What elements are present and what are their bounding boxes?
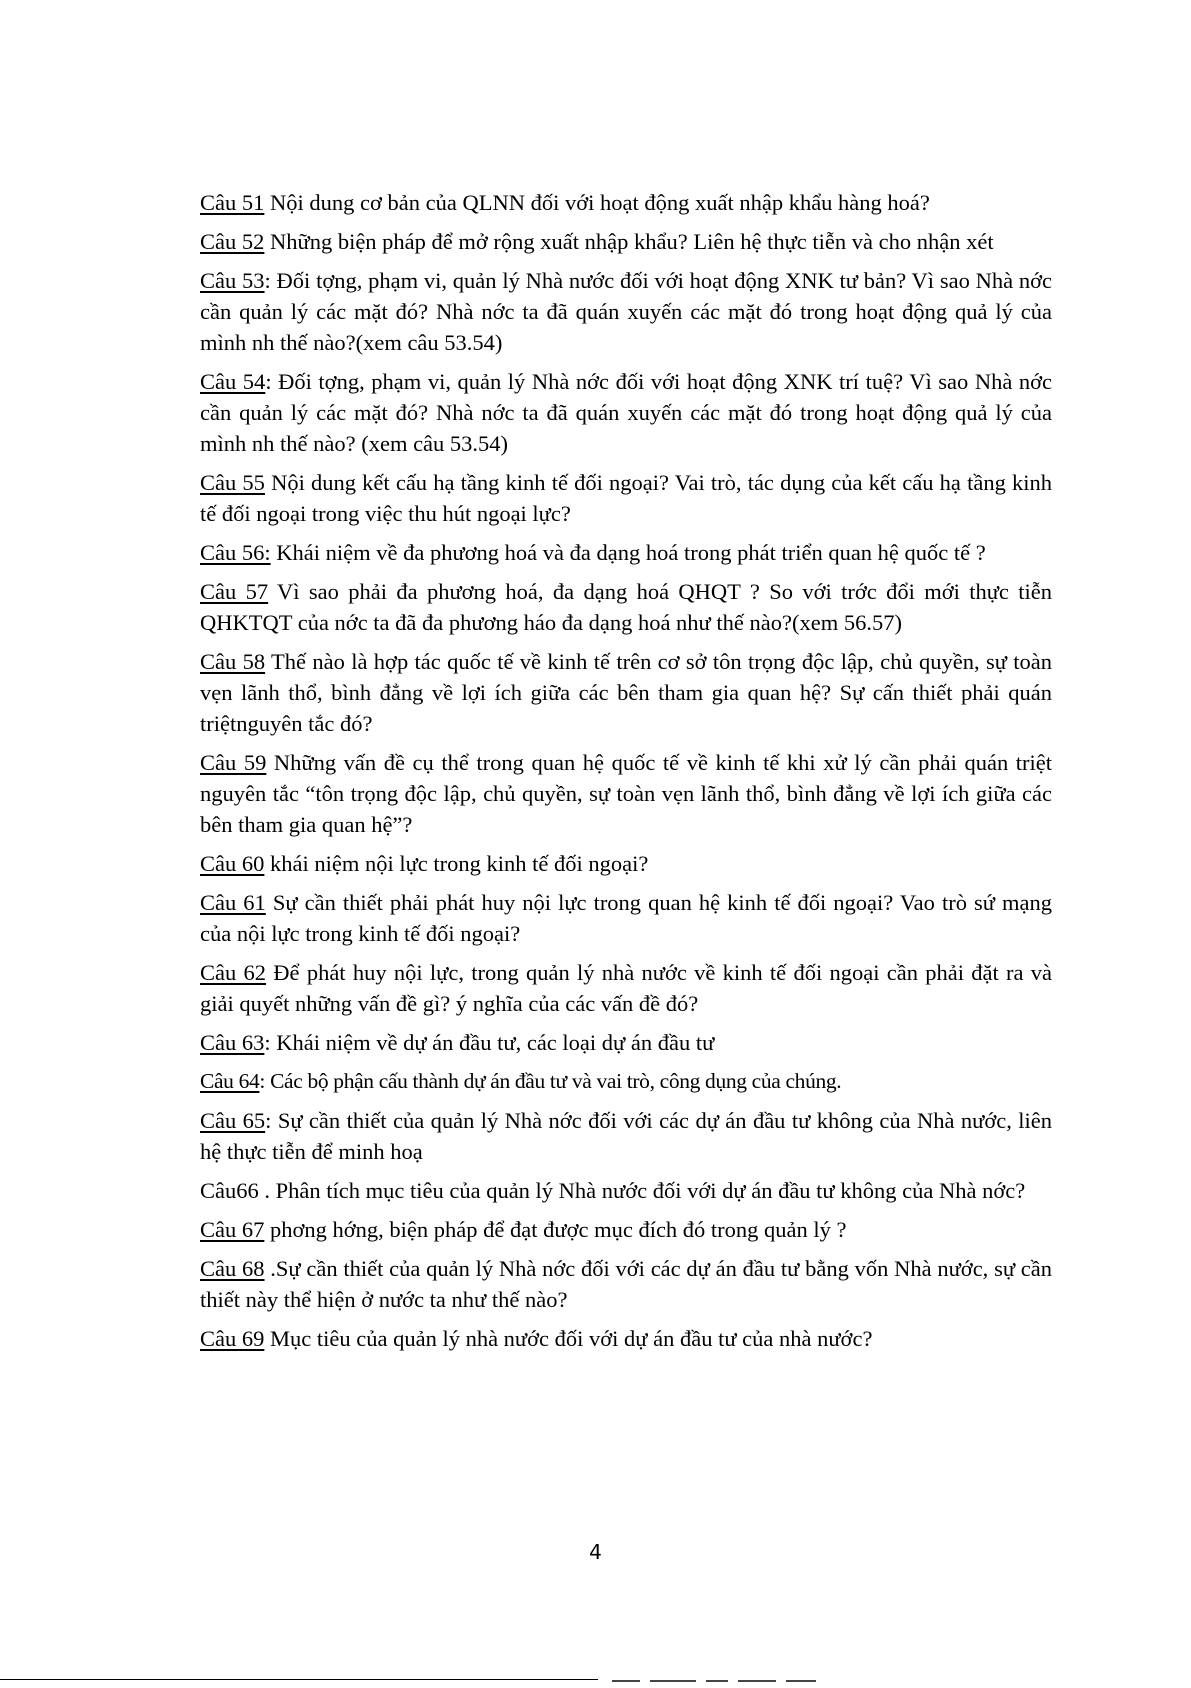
question-label: Câu 59 xyxy=(200,750,267,775)
question-label: Câu 52 xyxy=(200,229,265,254)
question-label: Câu66 xyxy=(200,1178,259,1203)
question-text: Sự cần thiết phải phát huy nội lực trong quan hệ kinh tế đối ngoại? Vao trò sứ mạng của nội lực trong kinh tế đối ngoại? xyxy=(200,890,1052,946)
question-text: .Sự cần thiết của quản lý Nhà nớc đối với các dự án đầu tư bằng vốn Nhà nước, sự cần thiết này thể hiện ở nước ta như thế nào? xyxy=(200,1256,1053,1312)
question-64 xyxy=(200,1066,1052,1097)
question-text: phơng hớng, biện pháp để đạt được mục đích đó trong quản lý ? xyxy=(264,1217,847,1242)
question-text: : Đối tợng, phạm vi, quản lý Nhà nước đối với hoạt động XNK tư bản? Vì sao Nhà nớc cần quản lý các mặt đó? Nhà nớc ta đã quán xuyến các mặt đó trong hoạt động quả lý của mình nh thế nào?(xem câu 53.54) xyxy=(200,268,1053,355)
footer-divider xyxy=(0,1679,598,1680)
question-52 xyxy=(200,226,1052,257)
question-59 xyxy=(200,747,1052,840)
question-text: : Đối tợng, phạm vi, quản lý Nhà nớc đối với hoạt động XNK trí tuệ? Vì sao Nhà nớc cần quản lý các mặt đó? Nhà nớc ta đã quán xuyến các mặt đó trong hoạt động quả lý của mình nh thế nào? (xem câu 53.54) xyxy=(200,369,1052,456)
question-text: Vì sao phải đa phương hoá, đa dạng hoá QHQT ? So với trớc đổi mới thực tiễn QHKTQT của nớc ta đã đa phương háo đa dạng hoá như thế nào?(xem 56.57) xyxy=(200,579,1052,635)
question-text: Thế nào là hợp tác quốc tế về kinh tế trên cơ sở tôn trọng độc lập, chủ quyền, sự toàn vẹn lãnh thổ, bình đẳng về lợi ích giữa các bên tham gia quan hệ? Sự cấn thiết phải quán triệtnguyên tắc đó? xyxy=(200,649,1052,736)
question-text: Nội dung kết cấu hạ tầng kinh tế đối ngoại? Vai trò, tác dụng của kết cấu hạ tầng kinh tế đối ngoại trong việc thu hút ngoại lực? xyxy=(200,470,1052,526)
question-text: : Các bộ phận cấu thành dự án đầu tư và vai trò, công dụng của chúng. xyxy=(259,1069,842,1093)
question-label: Câu 60 xyxy=(200,851,265,876)
question-63 xyxy=(200,1027,1052,1058)
question-57 xyxy=(200,576,1052,638)
question-label: Câu 62 xyxy=(200,960,267,985)
question-label: Câu 56: xyxy=(200,540,271,565)
question-label: Câu 57 xyxy=(200,579,269,604)
footer-cut-off-text xyxy=(612,1676,852,1688)
question-label: Câu 61 xyxy=(200,890,266,915)
question-55 xyxy=(200,467,1052,529)
question-list xyxy=(200,187,1052,1362)
question-66 xyxy=(200,1175,1052,1206)
question-61 xyxy=(200,887,1052,949)
question-51 xyxy=(200,187,1052,218)
question-text: Những vấn đề cụ thể trong quan hệ quốc tế về kinh tế khi xử lý cần phải quán triệt nguyên tắc “tôn trọng độc lập, chủ quyền, sự toàn vẹn lãnh thổ, bình đẳng về lợi ích giữa các bên tham gia quan hệ”? xyxy=(200,750,1053,837)
question-label: Câu 51 xyxy=(200,190,265,215)
question-56 xyxy=(200,537,1052,568)
question-label: Câu 64 xyxy=(200,1069,260,1093)
question-text: . Phân tích mục tiêu của quản lý Nhà nước đối với dự án đầu tư không của Nhà nớc? xyxy=(258,1178,1026,1203)
question-label: Câu 69 xyxy=(200,1326,265,1351)
question-text: Những biện pháp để mở rộng xuất nhập khẩu? Liên hệ thực tiễn và cho nhận xét xyxy=(264,229,994,254)
question-text: : Sự cần thiết của quản lý Nhà nớc đối với các dự án đầu tư không của Nhà nước, liên hệ thực tiễn để minh hoạ xyxy=(200,1108,1052,1164)
question-69 xyxy=(200,1323,1052,1354)
question-text: Khái niệm về đa phương hoá và đa dạng hoá trong phát triển quan hệ quốc tế ? xyxy=(270,540,986,565)
page-number: 4 xyxy=(589,1540,602,1564)
question-54 xyxy=(200,366,1052,459)
question-67 xyxy=(200,1214,1052,1245)
question-label: Câu 58 xyxy=(200,649,266,674)
question-65 xyxy=(200,1105,1052,1167)
question-text: Để phát huy nội lực, trong quản lý nhà nước về kinh tế đối ngoại cần phải đặt ra và giải quyết những vấn đề gì? ý nghĩa của các vấn đề đó? xyxy=(200,960,1052,1016)
question-62 xyxy=(200,957,1052,1019)
question-text: : Khái niệm về dự án đầu tư, các loại dự án đầu tư xyxy=(264,1030,715,1055)
question-text: Nội dung cơ bản của QLNN đối với hoạt động xuất nhập khẩu hàng hoá? xyxy=(264,190,930,215)
question-label: Câu 63 xyxy=(200,1030,265,1055)
question-text: khái niệm nội lực trong kinh tế đối ngoại? xyxy=(264,851,649,876)
question-53 xyxy=(200,265,1052,358)
question-label: Câu 65 xyxy=(200,1108,266,1133)
question-text: Mục tiêu của quản lý nhà nước đối với dự án đầu tư của nhà nước? xyxy=(264,1326,873,1351)
question-label: Câu 53 xyxy=(200,268,265,293)
question-label: Câu 68 xyxy=(200,1256,265,1281)
question-label: Câu 54 xyxy=(200,369,266,394)
question-label: Câu 67 xyxy=(200,1217,265,1242)
question-58 xyxy=(200,646,1052,739)
question-label: Câu 55 xyxy=(200,470,265,495)
question-68 xyxy=(200,1253,1052,1315)
question-60 xyxy=(200,848,1052,879)
